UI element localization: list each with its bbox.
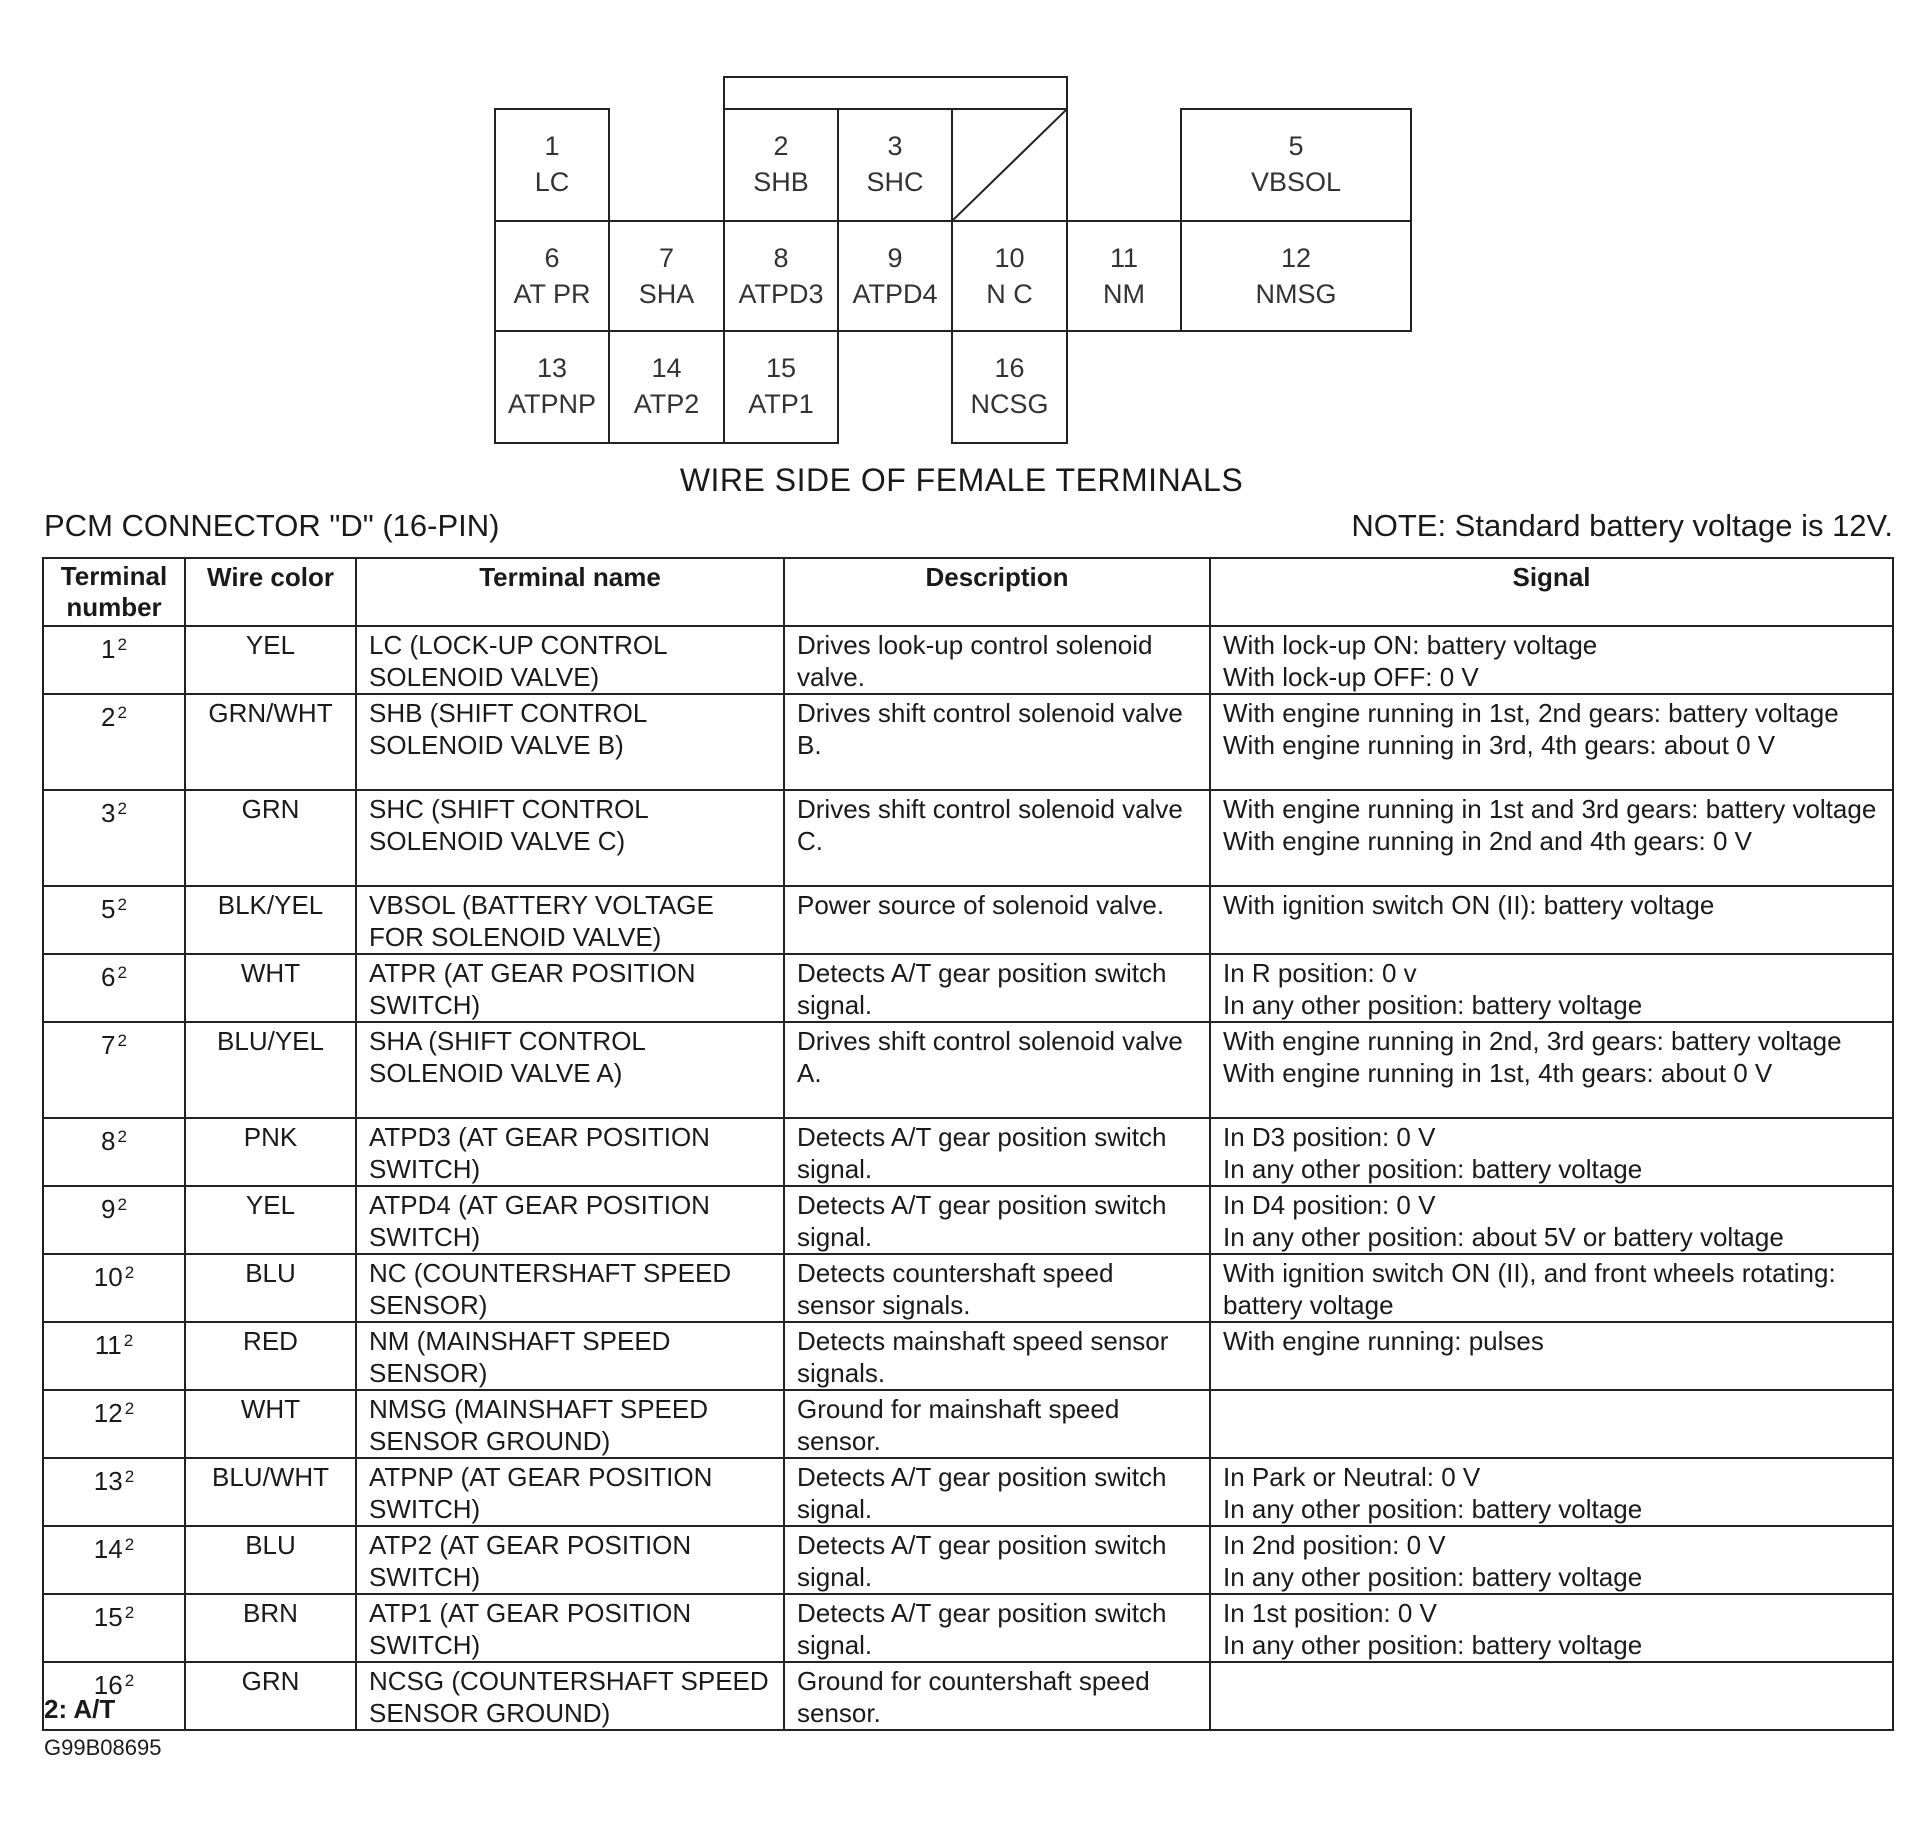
table-row — [43, 1594, 1893, 1662]
cell-wire-color: GRN — [185, 1662, 356, 1730]
footnote-marker: 2 — [117, 703, 127, 722]
table-row — [43, 1118, 1893, 1186]
cell-signal — [1210, 1390, 1893, 1458]
cell-wire-color: BLU/WHT — [185, 1458, 356, 1526]
cell-wire-color: WHT — [185, 954, 356, 1022]
cell-terminal-name: ATP2 (AT GEAR POSITION SWITCH) — [356, 1526, 784, 1594]
cell-description: Detects A/T gear position switch signal. — [784, 1186, 1210, 1254]
cell-wire-color: WHT — [185, 1390, 356, 1458]
cell-description: Power source of solenoid valve. — [784, 886, 1210, 954]
signal-line: With ignition switch ON (II), and front wheels rotating: battery voltage — [1223, 1258, 1836, 1320]
cell-terminal-name: NMSG (MAINSHAFT SPEED SENSOR GROUND) — [356, 1390, 784, 1458]
cell-signal — [1210, 1458, 1893, 1526]
connector-diagram — [0, 0, 1923, 460]
cell-description: Drives shift control solenoid valve C. — [784, 790, 1210, 886]
pin-14: 14 ATP2 — [608, 330, 725, 444]
cell-terminal-number — [43, 886, 185, 954]
cell-terminal-number — [43, 1322, 185, 1390]
footnote-marker: 2 — [117, 635, 127, 654]
cell-terminal-number — [43, 790, 185, 886]
diagram-caption: WIRE SIDE OF FEMALE TERMINALS — [679, 462, 1244, 498]
cell-terminal-name: LC (LOCK-UP CONTROL SOLENOID VALVE) — [356, 626, 784, 694]
table-row — [43, 886, 1893, 954]
cell-terminal-number — [43, 1390, 185, 1458]
cell-description: Drives shift control solenoid valve B. — [784, 694, 1210, 790]
terminal-number: 13 — [93, 1466, 123, 1496]
header-terminal-name: Terminal name — [356, 558, 784, 626]
header-signal: Signal — [1210, 558, 1893, 626]
cell-terminal-number — [43, 1118, 185, 1186]
cell-terminal-number — [43, 954, 185, 1022]
cell-wire-color: GRN — [185, 790, 356, 886]
cell-wire-color: BRN — [185, 1594, 356, 1662]
pin-12: 12 NMSG — [1180, 220, 1412, 332]
table-row — [43, 1390, 1893, 1458]
cell-signal — [1210, 694, 1893, 790]
pin-15: 15 ATP1 — [723, 330, 839, 444]
table-row — [43, 1254, 1893, 1322]
signal-line: In any other position: battery voltage — [1223, 1494, 1643, 1524]
cell-signal — [1210, 1322, 1893, 1390]
footnote-marker: 2 — [117, 1031, 127, 1050]
signal-line: In any other position: battery voltage — [1223, 990, 1643, 1020]
cell-description: Detects mainshaft speed sensor signals. — [784, 1322, 1210, 1390]
footnote-marker: 2 — [117, 799, 127, 818]
signal-line: With lock-up ON: battery voltage — [1223, 630, 1598, 660]
table-row — [43, 1526, 1893, 1594]
pin-1: 1 LC — [494, 108, 610, 222]
terminal-number: 6 — [101, 962, 116, 992]
cell-wire-color: BLU — [185, 1526, 356, 1594]
signal-line: With engine running in 1st, 4th gears: about 0 V — [1223, 1058, 1773, 1088]
signal-line: In any other position: about 5V or battery voltage — [1223, 1222, 1784, 1252]
header-description: Description — [784, 558, 1210, 626]
signal-line: With lock-up OFF: 0 V — [1223, 662, 1479, 692]
table-header-row — [43, 558, 1893, 626]
table-row — [43, 626, 1893, 694]
cell-terminal-name: ATP1 (AT GEAR POSITION SWITCH) — [356, 1594, 784, 1662]
cell-terminal-number — [43, 1254, 185, 1322]
cell-description: Ground for countershaft speed sensor. — [784, 1662, 1210, 1730]
table-row — [43, 1458, 1893, 1526]
signal-line: With engine running in 3rd, 4th gears: about 0 V — [1223, 730, 1776, 760]
signal-line: With engine running in 2nd, 3rd gears: battery voltage — [1223, 1026, 1842, 1056]
footnote-marker: 2 — [124, 1535, 135, 1554]
footnote-marker: 2 — [124, 1399, 135, 1418]
cell-signal — [1210, 1662, 1893, 1730]
cell-description: Detects A/T gear position switch signal. — [784, 1458, 1210, 1526]
footnote: 2: A/T — [44, 1694, 116, 1724]
table-row — [43, 790, 1893, 886]
pin-6: 6 AT PR — [494, 220, 610, 332]
cell-terminal-name: NCSG (COUNTERSHAFT SPEED SENSOR GROUND) — [356, 1662, 784, 1730]
cell-terminal-number — [43, 1186, 185, 1254]
cell-terminal-number — [43, 1458, 185, 1526]
connector-title: PCM CONNECTOR "D" (16-PIN) — [44, 508, 500, 543]
footnote-marker: 2 — [123, 1331, 134, 1350]
cell-wire-color: BLK/YEL — [185, 886, 356, 954]
cell-terminal-name: SHB (SHIFT CONTROL SOLENOID VALVE B) — [356, 694, 784, 790]
signal-line: With engine running in 1st, 2nd gears: battery voltage — [1223, 698, 1839, 728]
footnote-marker: 2 — [124, 1603, 135, 1622]
cell-description: Drives look-up control solenoid valve. — [784, 626, 1210, 694]
voltage-note: NOTE: Standard battery voltage is 12V. — [1351, 508, 1893, 543]
signal-line: With engine running in 2nd and 4th gears: 0 V — [1223, 826, 1753, 856]
pin-11: 11 NM — [1066, 220, 1182, 332]
terminal-number: 5 — [101, 894, 116, 924]
cell-terminal-number — [43, 1526, 185, 1594]
cell-terminal-name: ATPR (AT GEAR POSITION SWITCH) — [356, 954, 784, 1022]
terminal-number: 9 — [101, 1194, 116, 1224]
footnote-marker: 2 — [124, 1467, 135, 1486]
header-wire-color: Wire color — [185, 558, 356, 626]
signal-line: In R position: 0 v — [1223, 958, 1417, 988]
cell-wire-color: GRN/WHT — [185, 694, 356, 790]
footnote-marker: 2 — [124, 1671, 135, 1690]
cell-terminal-name: ATPD4 (AT GEAR POSITION SWITCH) — [356, 1186, 784, 1254]
pin-4-unused — [951, 108, 1068, 222]
cell-terminal-number — [43, 1594, 185, 1662]
cell-description: Detects A/T gear position switch signal. — [784, 1594, 1210, 1662]
table-row — [43, 1322, 1893, 1390]
signal-line: In any other position: battery voltage — [1223, 1562, 1643, 1592]
cell-wire-color: PNK — [185, 1118, 356, 1186]
signal-line: In any other position: battery voltage — [1223, 1154, 1643, 1184]
table-row — [43, 954, 1893, 1022]
cell-terminal-name: ATPD3 (AT GEAR POSITION SWITCH) — [356, 1118, 784, 1186]
terminal-number: 14 — [93, 1534, 123, 1564]
cell-terminal-number — [43, 694, 185, 790]
cell-wire-color: YEL — [185, 626, 356, 694]
pin-10: 10 N C — [951, 220, 1068, 332]
cell-terminal-number — [43, 626, 185, 694]
pin-3: 3 SHC — [837, 108, 953, 222]
connector-latch — [723, 76, 1068, 110]
cell-wire-color: BLU — [185, 1254, 356, 1322]
cell-terminal-name: ATPNP (AT GEAR POSITION SWITCH) — [356, 1458, 784, 1526]
footnote-marker: 2 — [117, 895, 127, 914]
signal-line: With engine running in 1st and 3rd gears: battery voltage — [1223, 794, 1877, 824]
footnote-marker: 2 — [117, 963, 127, 982]
cell-terminal-name: NC (COUNTERSHAFT SPEED SENSOR) — [356, 1254, 784, 1322]
table-row — [43, 1662, 1893, 1730]
signal-line: In D3 position: 0 V — [1223, 1122, 1436, 1152]
signal-line: In 1st position: 0 V — [1223, 1598, 1437, 1628]
cell-description: Detects A/T gear position switch signal. — [784, 1526, 1210, 1594]
signal-line: With ignition switch ON (II): battery voltage — [1223, 890, 1715, 920]
signal-line: In Park or Neutral: 0 V — [1223, 1462, 1481, 1492]
terminal-number: 7 — [101, 1030, 116, 1060]
pin-2: 2 SHB — [723, 108, 839, 222]
cell-signal — [1210, 790, 1893, 886]
cell-terminal-name: VBSOL (BATTERY VOLTAGE FOR SOLENOID VALVE) — [356, 886, 784, 954]
table-row — [43, 1022, 1893, 1118]
pin-5: 5 VBSOL — [1180, 108, 1412, 222]
signal-line: In any other position: battery voltage — [1223, 1630, 1643, 1660]
terminal-number: 8 — [101, 1126, 116, 1156]
cell-description: Detects countershaft speed sensor signals. — [784, 1254, 1210, 1322]
pin-13: 13 ATPNP — [494, 330, 610, 444]
cell-signal — [1210, 1118, 1893, 1186]
terminal-number: 12 — [93, 1398, 123, 1428]
terminal-number: 11 — [94, 1330, 122, 1360]
footnote-marker: 2 — [117, 1127, 127, 1146]
cell-signal — [1210, 1022, 1893, 1118]
cell-description: Ground for mainshaft speed sensor. — [784, 1390, 1210, 1458]
cell-signal — [1210, 886, 1893, 954]
pin-9: 9 ATPD4 — [837, 220, 953, 332]
cell-wire-color: RED — [185, 1322, 356, 1390]
table-row — [43, 1186, 1893, 1254]
signal-line: With engine running: pulses — [1223, 1326, 1544, 1356]
terminal-number: 10 — [93, 1262, 123, 1292]
pin-8: 8 ATPD3 — [723, 220, 839, 332]
table-body — [43, 626, 1893, 1730]
cell-description: Detects A/T gear position switch signal. — [784, 954, 1210, 1022]
table-row — [43, 694, 1893, 790]
cell-terminal-name: NM (MAINSHAFT SPEED SENSOR) — [356, 1322, 784, 1390]
cell-terminal-name: SHC (SHIFT CONTROL SOLENOID VALVE C) — [356, 790, 784, 886]
cell-signal — [1210, 954, 1893, 1022]
cell-terminal-name: SHA (SHIFT CONTROL SOLENOID VALVE A) — [356, 1022, 784, 1118]
terminal-number: 16 — [93, 1670, 123, 1700]
cell-wire-color: YEL — [185, 1186, 356, 1254]
cell-signal — [1210, 1594, 1893, 1662]
cell-signal — [1210, 1254, 1893, 1322]
footnote-marker: 2 — [117, 1195, 127, 1214]
cell-wire-color: BLU/YEL — [185, 1022, 356, 1118]
terminal-table — [42, 557, 1894, 1731]
terminal-number: 2 — [101, 702, 116, 732]
cell-signal — [1210, 626, 1893, 694]
signal-line: In D4 position: 0 V — [1223, 1190, 1436, 1220]
cell-signal — [1210, 1186, 1893, 1254]
terminal-number: 15 — [93, 1602, 123, 1632]
terminal-number: 1 — [101, 634, 116, 664]
terminal-number: 3 — [101, 798, 116, 828]
cell-description: Drives shift control solenoid valve A. — [784, 1022, 1210, 1118]
cell-terminal-number — [43, 1022, 185, 1118]
signal-line: In 2nd position: 0 V — [1223, 1530, 1446, 1560]
cell-description: Detects A/T gear position switch signal. — [784, 1118, 1210, 1186]
unused-slash — [953, 110, 1066, 220]
cell-signal — [1210, 1526, 1893, 1594]
header-terminal-number: Terminal number — [43, 558, 185, 626]
figure-id: G99B08695 — [44, 1735, 162, 1760]
pin-7: 7 SHA — [608, 220, 725, 332]
footnote-marker: 2 — [124, 1263, 135, 1282]
pin-16: 16 NCSG — [951, 330, 1068, 444]
